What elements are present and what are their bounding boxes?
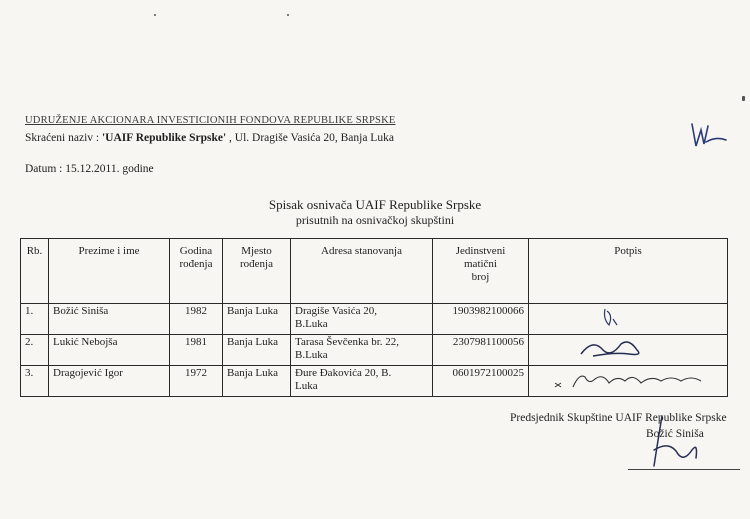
row-address-line2: Luka — [295, 380, 318, 392]
header-birth-place-line2: rođenja — [240, 258, 273, 270]
row-rb: 1. — [21, 304, 49, 335]
header-birth-place — [223, 239, 291, 304]
row-birth-place: Banja Luka — [223, 366, 291, 397]
row-signature — [529, 335, 728, 366]
corner-initials-mark — [688, 118, 730, 152]
signature-line — [628, 469, 740, 470]
row-name: Božić Siniša — [49, 304, 170, 335]
short-name-line — [25, 132, 394, 144]
short-name: 'UAIF Republike Srpske' — [101, 132, 227, 144]
president-title: Predsjednik Skupštine UAIF Republike Srpske — [510, 412, 727, 424]
table-row — [21, 366, 728, 397]
row-signature — [529, 304, 728, 335]
header-birth-year — [170, 239, 223, 304]
header-birth-year-line1: Godina — [179, 245, 213, 257]
row-name: Dragojević Igor — [49, 366, 170, 397]
president-name: Božić Siniša — [646, 428, 704, 440]
header-name: Prezime i ime — [49, 239, 170, 304]
header-jmbg — [433, 239, 529, 304]
organization-name: UDRUŽENJE AKCIONARA INVESTICIONIH FONDOVA REPUBLIKE SRPSKE — [25, 115, 396, 126]
row-address — [291, 366, 433, 397]
row-birth-place: Banja Luka — [223, 335, 291, 366]
list-subtitle: prisutnih na osnivačkoj skupštini — [295, 213, 455, 227]
row-rb: 2. — [21, 335, 49, 366]
row-birth-place: Banja Luka — [223, 304, 291, 335]
row-birth-year: 1982 — [170, 304, 223, 335]
header-birth-year-line2: rođenja — [179, 258, 213, 270]
row-address — [291, 335, 433, 366]
signature-scribble — [533, 336, 723, 360]
signature-scribble — [533, 367, 723, 391]
row-birth-year: 1972 — [170, 366, 223, 397]
president-signature — [640, 410, 710, 472]
row-jmbg: 1903982100066 — [433, 304, 529, 335]
row-address-line1: Tarasa Ševčenka br. 22, — [295, 336, 399, 348]
header-address: Adresa stanovanja — [291, 239, 433, 304]
table-header-row — [21, 239, 728, 304]
table-row — [21, 335, 728, 366]
short-name-prefix: Skraćeni naziv : — [25, 132, 102, 144]
scan-speck — [742, 96, 745, 101]
row-name: Lukić Nebojša — [49, 335, 170, 366]
list-title: Spisak osnivača UAIF Republike Srpske — [268, 197, 482, 212]
row-address-line2: B.Luka — [295, 349, 328, 361]
document-date: Datum : 15.12.2011. godine — [25, 163, 154, 175]
header-jmbg-line3: broj — [471, 271, 490, 283]
row-birth-year: 1981 — [170, 335, 223, 366]
row-address-line1: Dragiše Vasića 20, — [295, 305, 377, 317]
row-address-line2: B.Luka — [295, 318, 328, 330]
scan-speck — [287, 14, 289, 16]
row-address-line1: Đure Đakovića 20, B. — [295, 367, 392, 379]
scan-speck — [154, 14, 156, 16]
signature-scribble — [533, 305, 723, 329]
header-jmbg-line2: matični — [464, 258, 497, 270]
founders-table — [20, 238, 728, 397]
table-row — [21, 304, 728, 335]
header-birth-place-line1: Mjesto — [241, 245, 272, 257]
row-rb: 3. — [21, 366, 49, 397]
header-rb: Rb. — [21, 239, 49, 304]
row-jmbg: 2307981100056 — [433, 335, 529, 366]
row-address — [291, 304, 433, 335]
row-signature — [529, 366, 728, 397]
header-signature: Potpis — [529, 239, 728, 304]
row-jmbg: 0601972100025 — [433, 366, 529, 397]
header-jmbg-line1: Jedinstveni — [455, 245, 506, 257]
short-name-address: , Ul. Dragiše Vasića 20, Banja Luka — [226, 132, 394, 144]
